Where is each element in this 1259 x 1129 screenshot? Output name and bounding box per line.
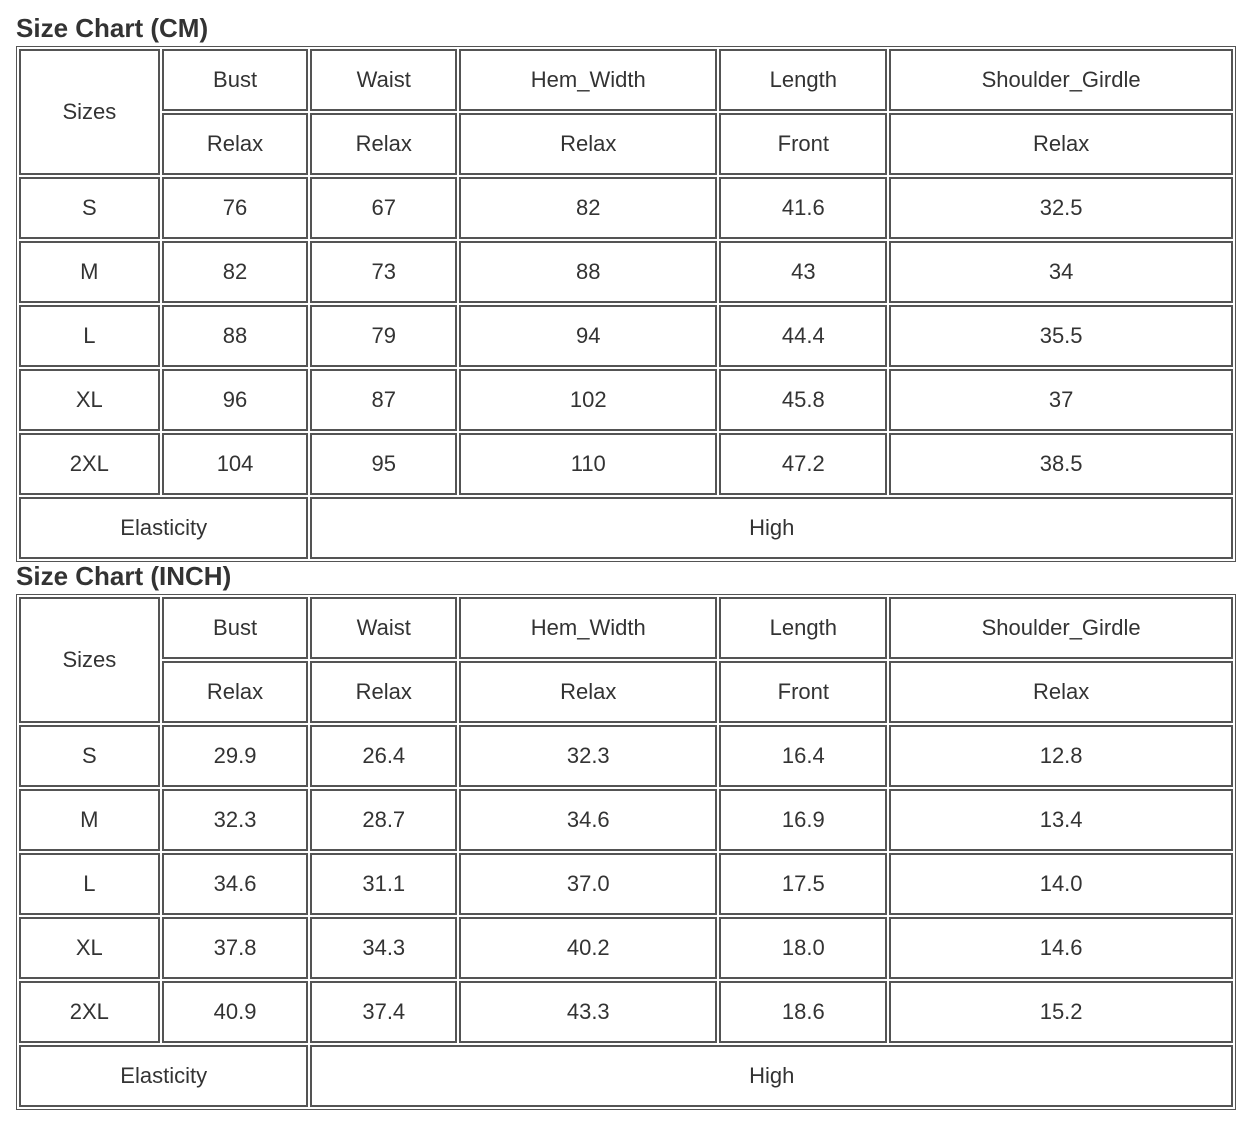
value-cell: 47.2: [719, 433, 887, 495]
header-shoulder-girdle: Shoulder_Girdle: [889, 49, 1233, 111]
value-cell: 73: [310, 241, 457, 303]
sizes-header: Sizes: [19, 49, 160, 175]
value-cell: 102: [459, 369, 717, 431]
value-cell: 35.5: [889, 305, 1233, 367]
subheader-hem-width: Relax: [459, 113, 717, 175]
value-cell: 82: [459, 177, 717, 239]
value-cell: 88: [459, 241, 717, 303]
header-length: Length: [719, 49, 887, 111]
value-cell: 38.5: [889, 433, 1233, 495]
subheader-hem-width: Relax: [459, 661, 717, 723]
size-cell: M: [19, 241, 160, 303]
size-cell: S: [19, 725, 160, 787]
table-header-row: [19, 597, 1233, 659]
table-row: [19, 433, 1233, 495]
value-cell: 96: [162, 369, 309, 431]
subheader-shoulder-girdle: Relax: [889, 113, 1233, 175]
value-cell: 82: [162, 241, 309, 303]
size-cell: L: [19, 853, 160, 915]
value-cell: 15.2: [889, 981, 1233, 1043]
value-cell: 37.8: [162, 917, 309, 979]
value-cell: 34.3: [310, 917, 457, 979]
table-row: [19, 789, 1233, 851]
size-cell: M: [19, 789, 160, 851]
header-hem-width: Hem_Width: [459, 49, 717, 111]
value-cell: 14.0: [889, 853, 1233, 915]
value-cell: 12.8: [889, 725, 1233, 787]
value-cell: 34: [889, 241, 1233, 303]
elasticity-value: High: [310, 497, 1233, 559]
value-cell: 40.9: [162, 981, 309, 1043]
value-cell: 18.0: [719, 917, 887, 979]
header-bust: Bust: [162, 597, 309, 659]
value-cell: 32.3: [459, 725, 717, 787]
header-waist: Waist: [310, 597, 457, 659]
value-cell: 87: [310, 369, 457, 431]
subheader-length: Front: [719, 661, 887, 723]
header-bust: Bust: [162, 49, 309, 111]
value-cell: 28.7: [310, 789, 457, 851]
value-cell: 16.4: [719, 725, 887, 787]
value-cell: 34.6: [162, 853, 309, 915]
table-subheader-row: [19, 661, 1233, 723]
value-cell: 29.9: [162, 725, 309, 787]
elasticity-label: Elasticity: [19, 1045, 308, 1107]
value-cell: 37.0: [459, 853, 717, 915]
value-cell: 67: [310, 177, 457, 239]
value-cell: 16.9: [719, 789, 887, 851]
size-table-cm: [16, 46, 1236, 562]
elasticity-label: Elasticity: [19, 497, 308, 559]
elasticity-row: [19, 497, 1233, 559]
value-cell: 88: [162, 305, 309, 367]
value-cell: 14.6: [889, 917, 1233, 979]
size-table-inch: [16, 594, 1236, 1110]
subheader-shoulder-girdle: Relax: [889, 661, 1233, 723]
table-header-row: [19, 49, 1233, 111]
sizes-header: Sizes: [19, 597, 160, 723]
header-hem-width: Hem_Width: [459, 597, 717, 659]
table-row: [19, 241, 1233, 303]
table-subheader-row: [19, 113, 1233, 175]
value-cell: 18.6: [719, 981, 887, 1043]
value-cell: 45.8: [719, 369, 887, 431]
value-cell: 76: [162, 177, 309, 239]
value-cell: 32.3: [162, 789, 309, 851]
table-row: [19, 853, 1233, 915]
header-length: Length: [719, 597, 887, 659]
value-cell: 31.1: [310, 853, 457, 915]
size-cell: 2XL: [19, 433, 160, 495]
table-row: [19, 981, 1233, 1043]
value-cell: 43.3: [459, 981, 717, 1043]
value-cell: 41.6: [719, 177, 887, 239]
table-row: [19, 725, 1233, 787]
size-cell: S: [19, 177, 160, 239]
header-shoulder-girdle: Shoulder_Girdle: [889, 597, 1233, 659]
value-cell: 44.4: [719, 305, 887, 367]
elasticity-value: High: [310, 1045, 1233, 1107]
subheader-waist: Relax: [310, 113, 457, 175]
chart-title: Size Chart (INCH): [16, 561, 232, 591]
value-cell: 17.5: [719, 853, 887, 915]
value-cell: 110: [459, 433, 717, 495]
table-row: [19, 369, 1233, 431]
value-cell: 13.4: [889, 789, 1233, 851]
table-row: [19, 177, 1233, 239]
header-waist: Waist: [310, 49, 457, 111]
value-cell: 79: [310, 305, 457, 367]
subheader-bust: Relax: [162, 661, 309, 723]
subheader-length: Front: [719, 113, 887, 175]
elasticity-row: [19, 1045, 1233, 1107]
subheader-bust: Relax: [162, 113, 309, 175]
value-cell: 37: [889, 369, 1233, 431]
table-row: [19, 917, 1233, 979]
value-cell: 43: [719, 241, 887, 303]
table-row: [19, 305, 1233, 367]
value-cell: 94: [459, 305, 717, 367]
value-cell: 37.4: [310, 981, 457, 1043]
value-cell: 104: [162, 433, 309, 495]
chart-title: Size Chart (CM): [16, 13, 209, 43]
value-cell: 26.4: [310, 725, 457, 787]
value-cell: 40.2: [459, 917, 717, 979]
size-cell: XL: [19, 369, 160, 431]
size-cell: L: [19, 305, 160, 367]
size-cell: XL: [19, 917, 160, 979]
subheader-waist: Relax: [310, 661, 457, 723]
value-cell: 34.6: [459, 789, 717, 851]
value-cell: 95: [310, 433, 457, 495]
size-cell: 2XL: [19, 981, 160, 1043]
value-cell: 32.5: [889, 177, 1233, 239]
